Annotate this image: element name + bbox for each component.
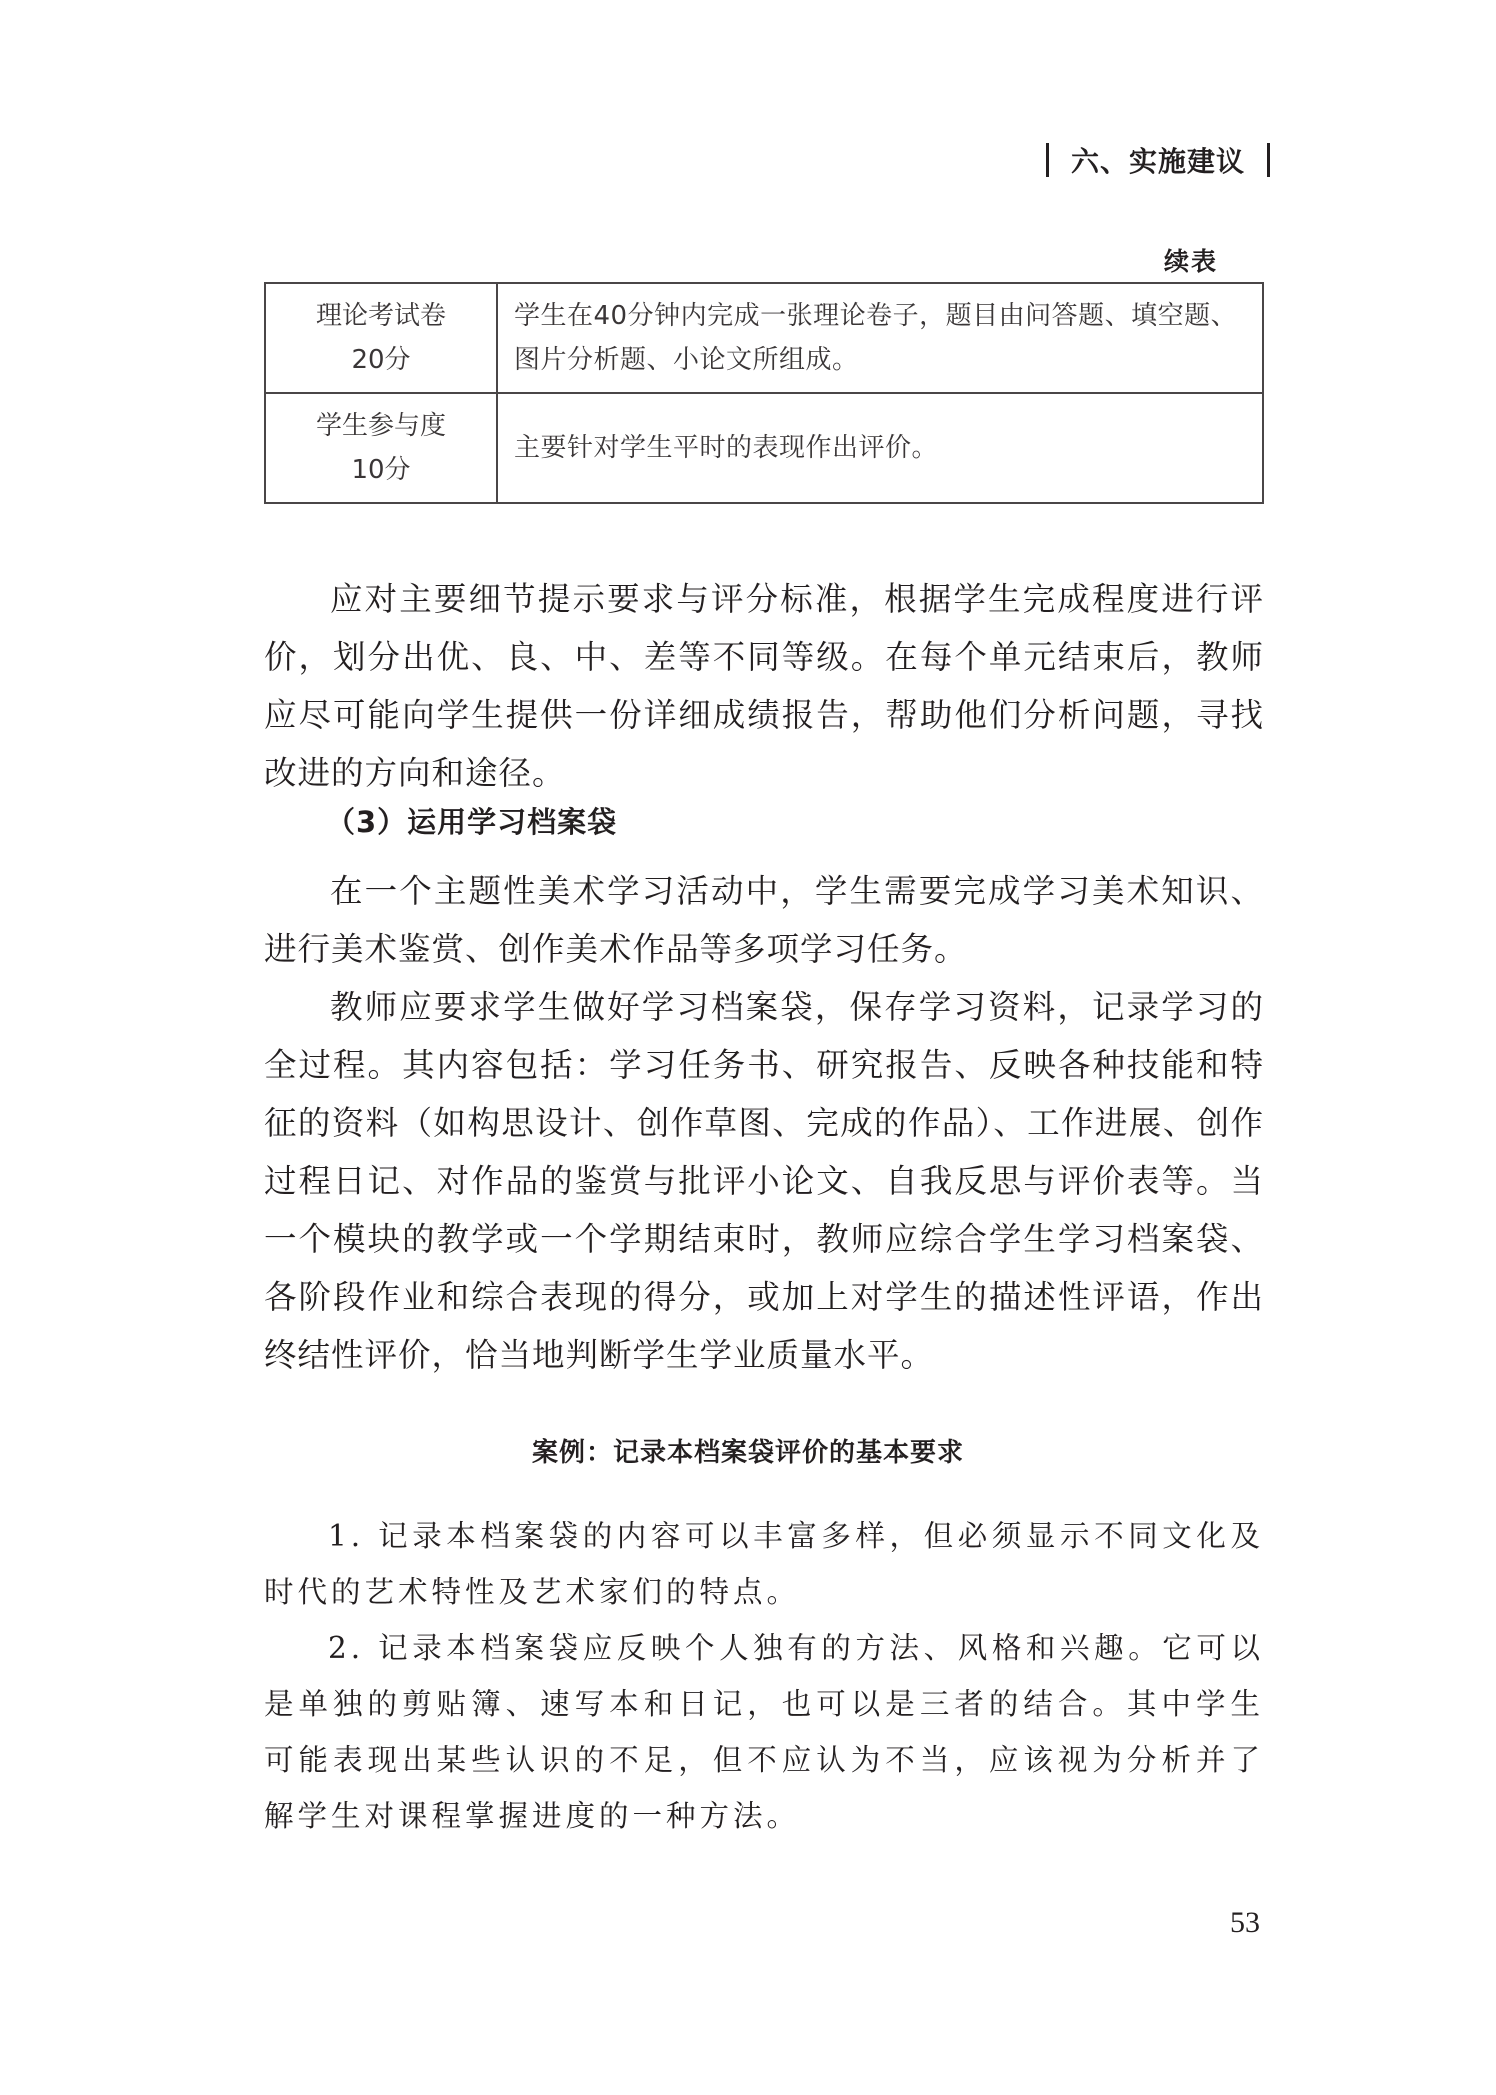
body-paragraph: 教师应要求学生做好学习档案袋，保存学习资料，记录学习的全过程。其内容包括：学习任务书、研究报告、反映各种技能和特征的资料（如构思设计、创作草图、完成的作品）、工作进展、创作过程日记、对作品的鉴赏与批评小论文、自我反思与评价表等。当一个模块的教学或一个学期结束时，教师应综合学生学习档案袋、各阶段作业和综合表现的得分，或加上对学生的描述性评语，作出终结性评价，恰当地判断学生学业质量水平。 [264, 988, 1264, 1374]
item-score: 20分 [351, 345, 411, 375]
case-item: 2. 记录本档案袋应反映个人独有的方法、风格和兴趣。它可以是单独的剪贴簿、速写本和日记，也可以是三者的结合。其中学生可能表现出某些认识的不足，但不应认为不当，应该视为分析并了解学生对课程掌握进度的一种方法。 [264, 1631, 1264, 1833]
table-row [265, 393, 1263, 503]
item-name: 学生参与度 [315, 411, 446, 441]
running-header [1046, 140, 1270, 180]
table-row [265, 283, 1263, 393]
table-caption: 续表 [1163, 247, 1218, 276]
body-paragraph-block-1 [264, 570, 1264, 802]
header-right-bar [1267, 143, 1270, 177]
body-paragraph: 应对主要细节提示要求与评分标准，根据学生完成程度进行评价，划分出优、良、中、差等不同等级。在每个单元结束后，教师应尽可能向学生提供一份详细成绩报告，帮助他们分析问题，寻找改进的方向和途径。 [264, 580, 1264, 792]
section-title: 六、实施建议 [1070, 145, 1245, 178]
score-table [264, 282, 1264, 504]
body-paragraph-block-2 [264, 862, 1264, 1384]
item-name: 理论考试卷 [315, 301, 446, 331]
table-cell-description: 主要针对学生平时的表现作出评价。 [497, 393, 1263, 503]
page-number: 53 [1230, 1906, 1260, 1939]
table-cell-description: 学生在40分钟内完成一张理论卷子，题目由问答题、填空题、图片分析题、小论文所组成。 [497, 283, 1263, 393]
item-score: 10分 [351, 455, 411, 485]
subheading: （3）运用学习档案袋 [326, 805, 618, 839]
body-paragraph: 在一个主题性美术学习活动中，学生需要完成学习美术知识、进行美术鉴赏、创作美术作品等多项学习任务。 [264, 872, 1264, 968]
header-left-bar [1046, 143, 1049, 177]
table-cell-item [265, 283, 497, 393]
case-title: 案例：记录本档案袋评价的基本要求 [531, 1438, 964, 1468]
case-list [264, 1508, 1264, 1844]
table-cell-item [265, 393, 497, 503]
case-item: 1. 记录本档案袋的内容可以丰富多样，但必须显示不同文化及时代的艺术特性及艺术家们的特点。 [264, 1519, 1264, 1609]
